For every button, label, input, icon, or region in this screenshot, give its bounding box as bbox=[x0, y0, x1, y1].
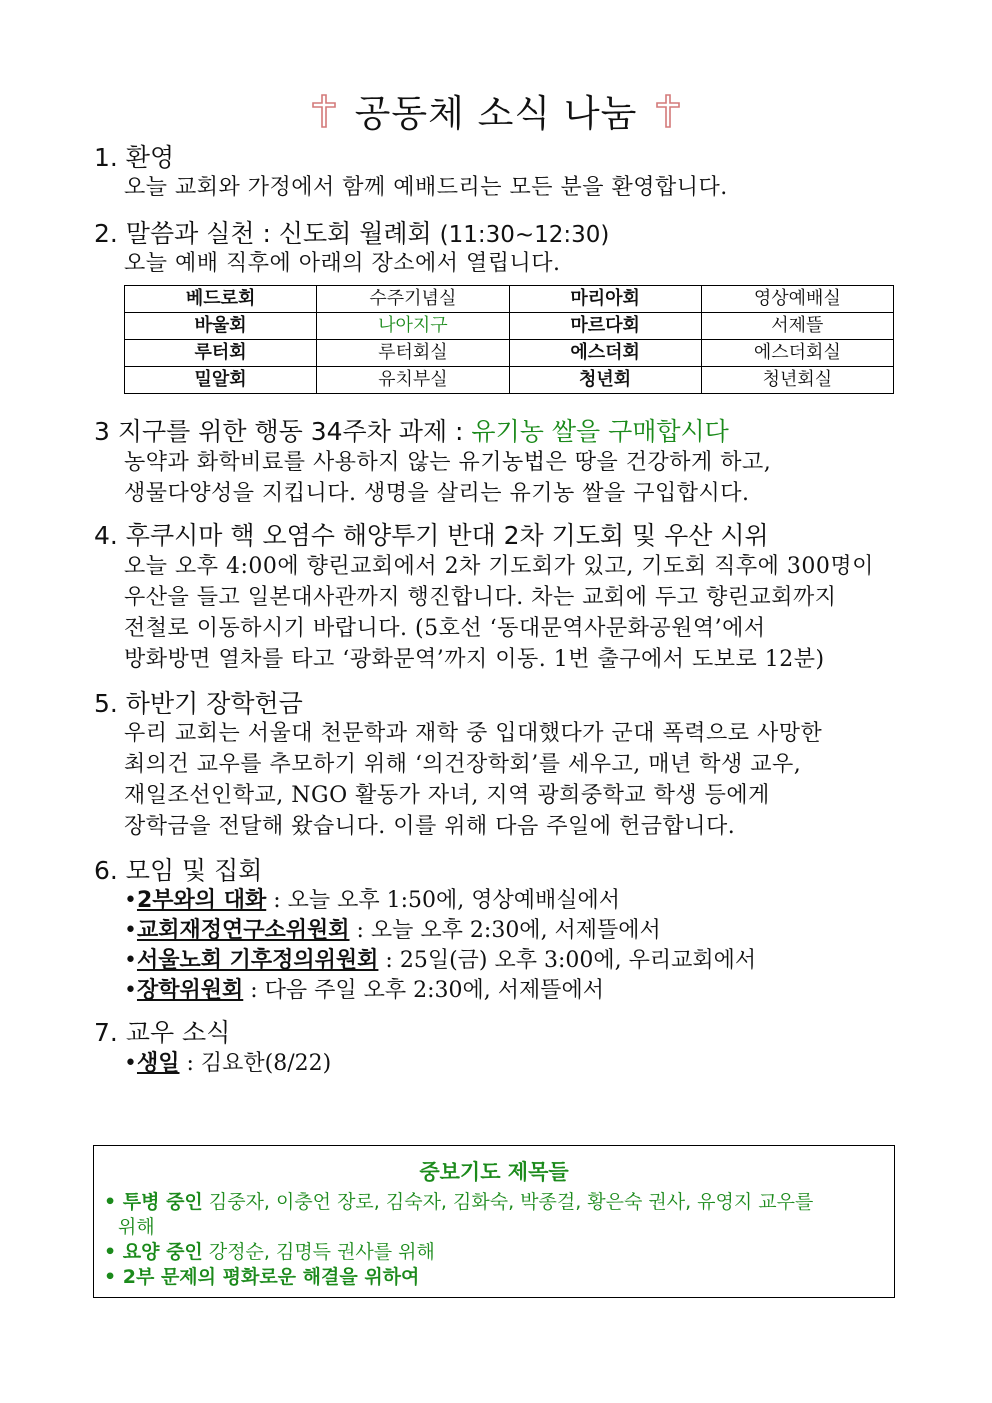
section-2-body: 오늘 예배 직후에 아래의 장소에서 열립니다. bbox=[124, 251, 561, 276]
cross-icon bbox=[655, 94, 681, 138]
room-name: 서제뜰 bbox=[701, 313, 893, 340]
group-name: 청년회 bbox=[509, 367, 701, 394]
group-name: 마리아회 bbox=[509, 286, 701, 313]
table-row bbox=[125, 367, 894, 394]
section-3-line: 농약과 화학비료를 사용하지 않는 유기농법은 땅을 건강하게 하고, bbox=[124, 450, 772, 475]
meeting-rooms-table bbox=[124, 285, 894, 394]
group-name: 마르다회 bbox=[509, 313, 701, 340]
meeting-name: 장학위원회 bbox=[136, 978, 244, 1003]
section-4-line: 오늘 오후 4:00에 향린교회에서 2차 기도회가 있고, 기도회 직후에 300명이 bbox=[124, 554, 874, 579]
section-3-line: 생물다양성을 지킵니다. 생명을 살리는 유기농 쌀을 구입합시다. bbox=[124, 481, 750, 506]
page-title-text: 공동체 소식 나눔 bbox=[354, 92, 638, 135]
cross-icon bbox=[311, 94, 337, 138]
page-title bbox=[0, 92, 992, 138]
prayer-item bbox=[94, 1240, 894, 1265]
meeting-name: 2부와의 대화 bbox=[136, 888, 267, 913]
table-row bbox=[125, 340, 894, 367]
prayer-requests-box bbox=[93, 1145, 895, 1298]
section-4-line: 방화방면 열차를 타고 ‘광화문역’까지 이동. 1번 출구에서 도보로 12분) bbox=[124, 647, 825, 672]
room-name: 수주기념실 bbox=[317, 286, 509, 313]
meeting-name: 교회재정연구소위원회 bbox=[136, 918, 350, 943]
group-name: 루터회 bbox=[125, 340, 317, 367]
meeting-detail: : 다음 주일 오후 2:30에, 서제뜰에서 bbox=[243, 978, 605, 1003]
member-news-item: •생일 : 김요한(8/22) bbox=[124, 1051, 332, 1076]
room-name: 영상예배실 bbox=[701, 286, 893, 313]
section-4-line: 전철로 이동하시기 바랍니다. (5호선 ‘동대문역사문화공원역’에서 bbox=[124, 616, 766, 641]
section-5-line: 최의건 교우를 추모하기 위해 ‘의건장학회’를 세우고, 매년 학생 교우, bbox=[124, 752, 802, 777]
section-7-heading: 7. 교우 소식 bbox=[94, 1018, 231, 1047]
section-4-heading: 4. 후쿠시마 핵 오염수 해양투기 반대 2차 기도회 및 우산 시위 bbox=[94, 521, 769, 550]
section-6-heading: 6. 모임 및 집회 bbox=[94, 856, 263, 885]
prayer-item bbox=[94, 1265, 894, 1290]
section-5-heading: 5. 하반기 장학헌금 bbox=[94, 689, 303, 718]
prayer-title: 중보기도 제목들 bbox=[419, 1160, 569, 1184]
section-4-line: 우산을 들고 일본대사관까지 행진합니다. 차는 교회에 두고 향린교회까지 bbox=[124, 585, 837, 610]
group-name: 밀알회 bbox=[125, 367, 317, 394]
section-1-body: 오늘 교회와 가정에서 함께 예배드리는 모든 분을 환영합니다. bbox=[124, 175, 728, 200]
meeting-detail: : 25일(금) 오후 3:00에, 우리교회에서 bbox=[378, 948, 757, 973]
room-name: 청년회실 bbox=[701, 367, 893, 394]
room-name: 루터회실 bbox=[317, 340, 509, 367]
meeting-item: •장학위원회 : 다음 주일 오후 2:30에, 서제뜰에서 bbox=[124, 978, 605, 1003]
prayer-item-text: 김중자, 이충언 장로, 김숙자, 김화숙, 박종걸, 황은숙 권사, 유영지 교우를 bbox=[202, 1191, 814, 1213]
section-2-heading bbox=[94, 218, 609, 251]
group-name: 에스더회 bbox=[509, 340, 701, 367]
section-2-title: 2. 말씀과 실천 : 신도회 월례회 bbox=[94, 219, 432, 248]
meeting-item: •2부와의 대화 : 오늘 오후 1:50에, 영상예배실에서 bbox=[124, 888, 621, 913]
prayer-item bbox=[94, 1190, 894, 1240]
prayer-item-text: 강정순, 김명득 권사를 위해 bbox=[202, 1241, 435, 1263]
section-3-heading bbox=[94, 416, 729, 448]
meeting-detail: : 오늘 오후 1:50에, 영상예배실에서 bbox=[266, 888, 621, 913]
meeting-item: •서울노회 기후정의위원회 : 25일(금) 오후 3:00에, 우리교회에서 bbox=[124, 948, 757, 973]
prayer-item-continued: 위해 bbox=[118, 1216, 155, 1238]
meeting-item: •교회재정연구소위원회 : 오늘 오후 2:30에, 서제뜰에서 bbox=[124, 918, 661, 943]
meeting-detail: : 오늘 오후 2:30에, 서제뜰에서 bbox=[349, 918, 661, 943]
room-name: 유치부실 bbox=[317, 367, 509, 394]
section-2-time: (11:30~12:30) bbox=[439, 222, 610, 248]
section-3-title: 3 지구를 위한 행동 34주차 과제 : bbox=[94, 417, 472, 446]
section-5-line: 우리 교회는 서울대 천문학과 재학 중 입대했다가 군대 폭력으로 사망한 bbox=[124, 721, 823, 746]
group-name: 바울회 bbox=[125, 313, 317, 340]
group-name: 베드로회 bbox=[125, 286, 317, 313]
news-detail: : 김요한(8/22) bbox=[179, 1051, 332, 1076]
section-1-heading: 1. 환영 bbox=[94, 143, 175, 172]
prayer-item-label: • 요양 중인 bbox=[104, 1241, 203, 1263]
meeting-name: 서울노회 기후정의위원회 bbox=[136, 948, 379, 973]
prayer-item-label: • 2부 문제의 평화로운 해결을 위하여 bbox=[104, 1266, 420, 1288]
table-row bbox=[125, 313, 894, 340]
room-name: 에스더회실 bbox=[701, 340, 893, 367]
section-3-title-highlight: 유기농 쌀을 구매합시다 bbox=[471, 417, 729, 446]
section-5-line: 재일조선인학교, NGO 활동가 자녀, 지역 광희중학교 학생 등에게 bbox=[124, 783, 770, 808]
section-5-line: 장학금을 전달해 왔습니다. 이를 위해 다음 주일에 헌금합니다. bbox=[124, 814, 736, 839]
prayer-item-label: • 투병 중인 bbox=[104, 1191, 203, 1213]
room-name: 나아지구 bbox=[317, 313, 509, 340]
news-label: 생일 bbox=[136, 1051, 180, 1076]
table-row bbox=[125, 286, 894, 313]
